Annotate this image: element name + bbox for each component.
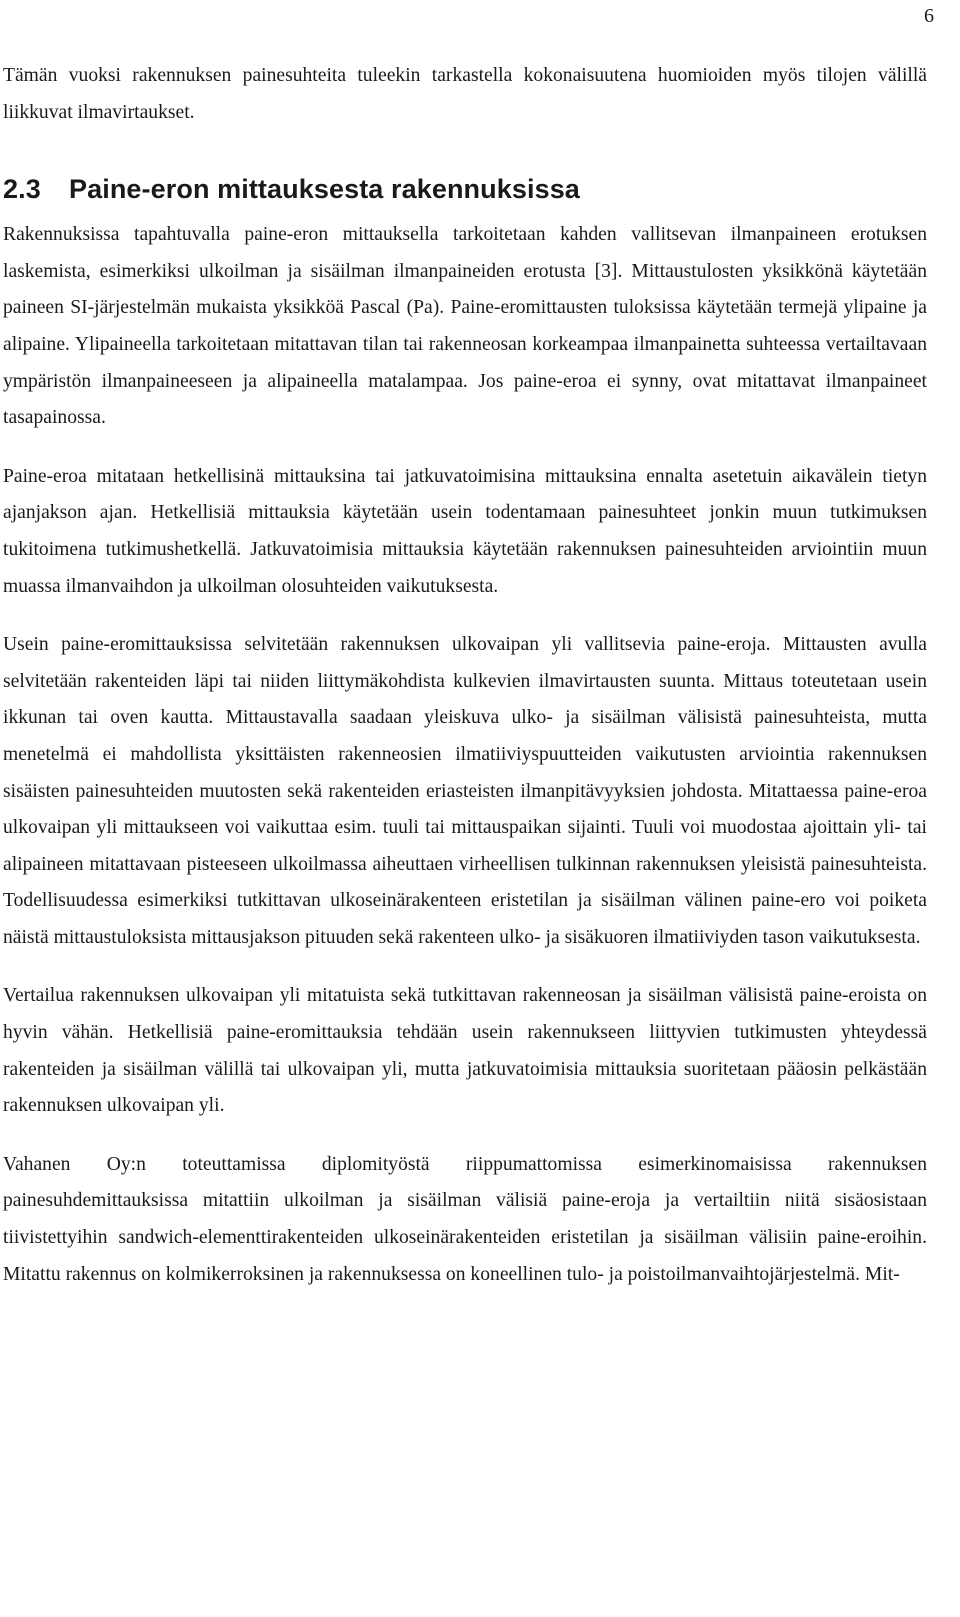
section-title: Paine-eron mittauksesta rakennuksissa xyxy=(69,174,580,205)
section-heading xyxy=(3,171,927,207)
paragraph-3: Usein paine-eromittauksissa selvitetään rakennuksen ulkovaipan yli vallitsevia paine-eroja. Mittausten avulla selvitetään rakenteiden läpi tai niiden liittymäkohdista kulkevien ilmavirtausten suunta. Mittaus toteutetaan usein ikkunan tai oven kautta. Mittaustavalla saadaan yleiskuva ulko- ja sisäilman välisistä painesuhteista, mutta menetelmä ei mahdollista yksittäisten rakenneosien ilmatiiviyspuutteiden vaikutusten arviointia rakennuksen sisäisten painesuhteiden muutosten sekä rakenteiden eriasteisten ilmanpitävyyksien johdosta. Mitattaessa paine-eroa ulkovaipan yli mittaukseen voi vaikuttaa esim. tuuli tai mittauspaikan sijainti. Tuuli voi muodostaa ajoittain yli- tai alipaineen mitattavaan pisteeseen ulkoilmassa aiheuttaen virheellisen tulkinnan rakennuksen yleisistä painesuhteista. Todellisuudessa esimerkiksi tutkittavan ulkoseinärakenteen eristetilan ja sisäilman välinen paine-ero voi poiketa näistä mittaustuloksista mittausjakson pituuden sekä rakenteen ulko- ja sisäkuoren ilmatiiviyden tason vaikutuksesta. xyxy=(3,634,927,948)
paragraph-4: Vertailua rakennuksen ulkovaipan yli mitatuista sekä tutkittavan rakenneosan ja sisäilman välisistä paine-eroista on hyvin vähän. Hetkellisiä paine-eromittauksia tehdään usein rakennukseen liittyvien tutkimusten yhteydessä rakenteiden ja sisäilman välillä tai ulkovaipan yli, mutta jatkuvatoimisia mittauksia suoritetaan pääosin pelkästään rakennuksen ulkovaipan yli. xyxy=(3,985,927,1117)
paragraph-1: Rakennuksissa tapahtuvalla paine-eron mittauksella tarkoitetaan kahden vallitsevan ilmanpaineen erotuksen laskemista, esimerkiksi ulkoilman ja sisäilman ilmanpaineiden erotusta [3]. Mittaustulosten yksikkönä käytetään paineen SI-järjestelmän mukaista yksikköä Pascal (Pa). Paine-eromittausten tuloksissa käytetään termejä ylipaine ja alipaine. Ylipaineella tarkoitetaan mitattavan tilan tai rakenneosan korkeampaa ilmanpainetta suhteessa vertailtavaan ympäristön ilmanpaineeseen ja alipaineella matalampaa. Jos paine-eroa ei synny, ovat mitattavat ilmanpaineet tasapainossa. xyxy=(3,224,927,429)
paragraph-5: Vahanen Oy:n toteuttamissa diplomityöstä riippumattomissa esimerkinomaisissa rakennuksen painesuhdemittauksissa mitattiin ulkoilman ja sisäilman välisiä paine-eroja ja vertailtiin niitä sisäosistaan tiivistettyihin sandwich-elementtirakenteiden ulkoseinärakenteiden eristetilan ja sisäilman välisiin paine-eroihin. Mitattu rakennus on kolmikerroksinen ja rakennuksessa on koneellinen tulo- ja poistoilmanvaihtojärjestelmä. Mit- xyxy=(3,1153,927,1285)
paragraph-2: Paine-eroa mitataan hetkellisinä mittauksina tai jatkuvatoimisina mittauksina ennalta asetetuin aikavälein tietyn ajanjakson ajan. Hetkellisiä mittauksia käytetään usein todentamaan painesuhteet jonkin muun tutkimuksen tukitoimena tutkimushetkellä. Jatkuvatoimisia mittauksia käytetään rakennuksen painesuhteiden arviointiin muun muassa ilmanvaihdon ja ulkoilman olosuhteiden vaikutuksesta. xyxy=(3,465,927,597)
document-body xyxy=(3,58,927,1293)
intro-paragraph: Tämän vuoksi rakennuksen painesuhteita tuleekin tarkastella kokonaisuutena huomioiden myös tilojen välillä liikkuvat ilmavirtaukset. xyxy=(3,65,927,123)
page-number: 6 xyxy=(924,5,934,27)
section-number: 2.3 xyxy=(3,174,41,205)
